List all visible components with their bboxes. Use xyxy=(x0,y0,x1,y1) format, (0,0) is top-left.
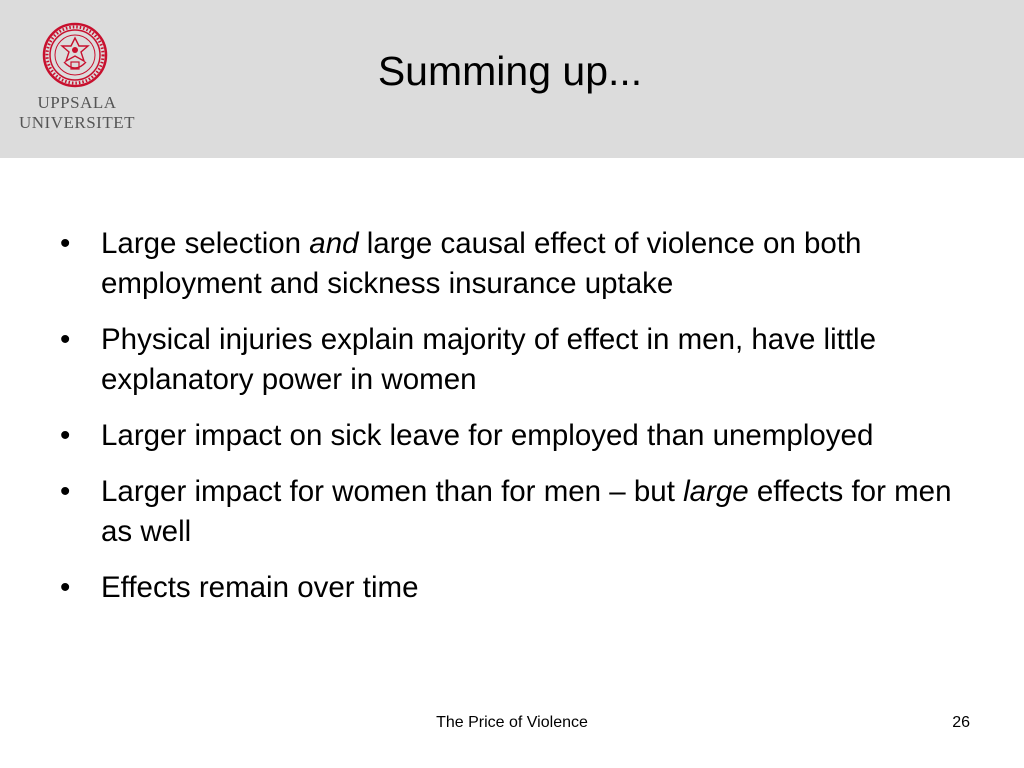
bullet-item-2 xyxy=(60,320,980,400)
bullet-glyph: • xyxy=(60,227,71,260)
bullet-text: effects for men as well xyxy=(101,475,952,548)
wordmark-line-2: UNIVERSITET xyxy=(19,113,135,132)
page-number: 26 xyxy=(952,714,970,731)
bullet-text: Larger impact for women than for men – but xyxy=(101,475,684,508)
bullet-glyph: • xyxy=(60,571,71,604)
slide-title: Summing up... xyxy=(377,48,643,94)
wordmark-line-1: UPPSALA xyxy=(37,93,117,112)
bullet-item-5 xyxy=(60,568,980,608)
bullet-text: Effects remain over time xyxy=(101,571,419,604)
university-wordmark xyxy=(14,93,140,133)
bullet-text: Physical injuries explain majority of effect in men, have little explanatory power in women xyxy=(101,323,877,396)
bullet-item-1 xyxy=(60,224,980,304)
bullet-glyph: • xyxy=(60,475,71,508)
university-seal-icon xyxy=(42,22,108,88)
bullet-emphasis: and xyxy=(309,227,359,260)
bullet-list xyxy=(60,224,980,624)
bullet-emphasis: large xyxy=(683,475,749,508)
bullet-text: Large selection xyxy=(101,227,310,260)
slide-header xyxy=(0,0,1024,158)
bullet-item-4 xyxy=(60,472,980,552)
bullet-text: Larger impact on sick leave for employed than unemployed xyxy=(101,419,874,452)
bullet-text: large causal effect of violence on both employment and sickness insurance uptake xyxy=(101,227,862,300)
bullet-glyph: • xyxy=(60,323,71,356)
bullet-glyph: • xyxy=(60,419,71,452)
bullet-item-3 xyxy=(60,416,980,456)
footer-title: The Price of Violence xyxy=(436,714,588,731)
